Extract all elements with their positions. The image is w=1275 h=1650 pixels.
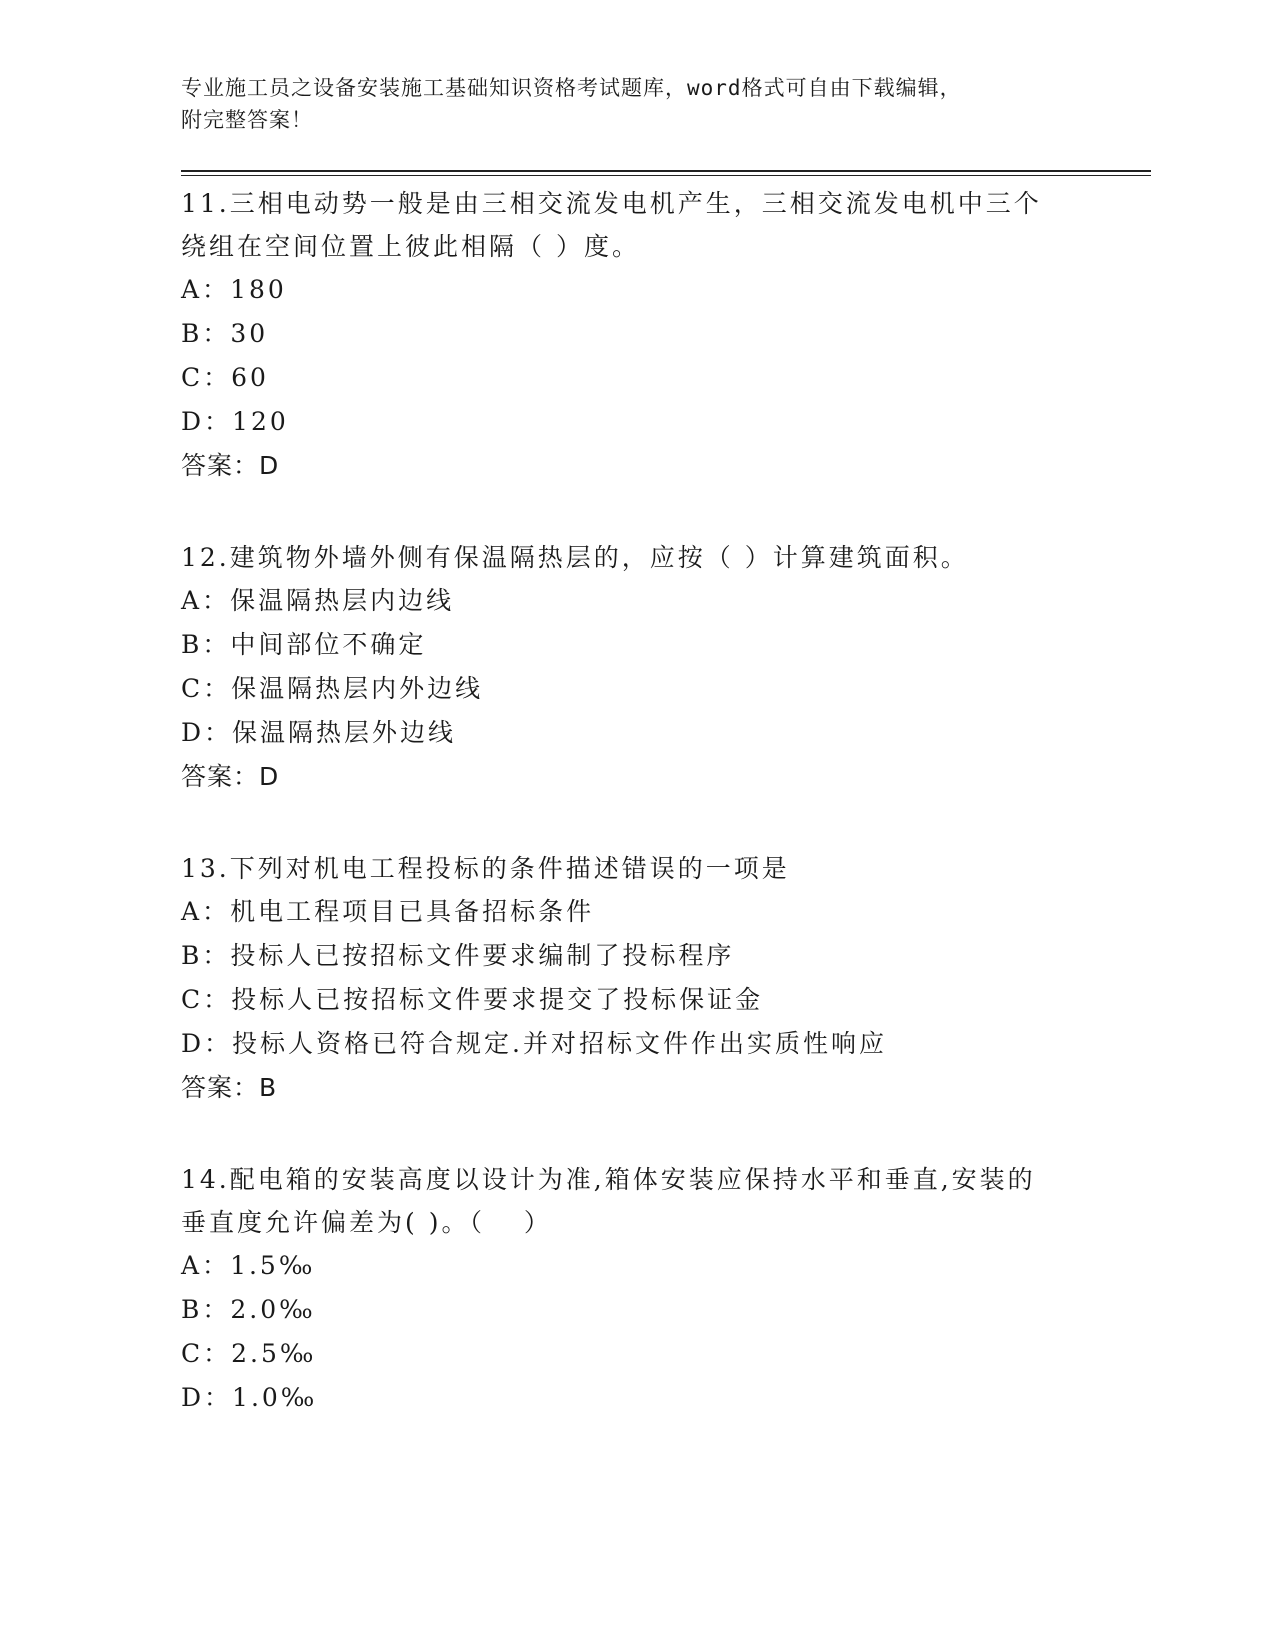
question-13 [181,847,1161,1110]
option-a [181,890,1161,934]
spacer [181,799,1161,841]
option-key: B： [181,319,231,348]
option-key: B： [181,941,231,970]
spacer [181,488,1161,530]
answer-line: 答案：B [181,1073,278,1102]
option-text: 60 [231,363,269,392]
answer-line: 答案：D [181,762,280,791]
option-b [181,623,1161,667]
option-text: 保温隔热层内边线 [230,586,455,615]
option-text: 投标人已按招标文件要求提交了投标保证金 [231,985,764,1014]
option-a [181,268,1161,312]
header-divider [181,170,1151,176]
question-text: 11.三相电动势一般是由三相交流发电机产生，三相交流发电机中三个绕组在空间位置上彼此相隔（ ）度。 [181,189,1042,261]
option-a [181,1244,1161,1288]
document-page [181,72,1161,1420]
option-d [181,711,1161,755]
option-text: 机电工程项目已具备招标条件 [230,897,595,926]
header-line-2: 附完整答案！ [181,108,313,132]
header-line-1: 专业施工员之设备安装施工基础知识资格考试题库，word格式可自由下载编辑， [181,76,962,100]
option-text: 保温隔热层外边线 [232,718,457,747]
option-d [181,1376,1161,1420]
option-d [181,1022,1161,1066]
option-key: A： [181,897,231,926]
option-b [181,1288,1161,1332]
option-key: D： [181,718,233,747]
option-c [181,667,1161,711]
option-text: 180 [230,275,287,304]
option-c [181,1332,1161,1376]
option-text: 中间部位不确定 [230,630,427,659]
question-14 [181,1158,1161,1420]
option-key: B： [181,630,231,659]
option-text: 2.0‰ [230,1295,316,1324]
option-b [181,312,1161,356]
question-12 [181,536,1161,799]
document-header [181,72,1061,136]
question-11 [181,182,1161,488]
option-key: B： [181,1295,231,1324]
option-c [181,356,1161,400]
spacer [181,1110,1161,1152]
question-text: 12.建筑物外墙外侧有保温隔热层的，应按（ ）计算建筑面积。 [181,543,969,572]
option-text: 1.0‰ [232,1383,318,1412]
option-key: C： [181,363,232,392]
option-key: C： [181,985,232,1014]
option-b [181,934,1161,978]
answer-line: 答案：D [181,451,280,480]
option-c [181,978,1161,1022]
option-text: 保温隔热层内外边线 [231,674,484,703]
question-text: 14.配电箱的安装高度以设计为准,箱体安装应保持水平和垂直,安装的垂直度允许偏差为( )。（ ） [181,1165,1036,1237]
option-text: 1.5‰ [230,1251,316,1280]
option-text: 120 [232,407,289,436]
option-text: 30 [230,319,269,348]
option-key: D： [181,1029,233,1058]
option-key: D： [181,407,233,436]
question-text: 13.下列对机电工程投标的条件描述错误的一项是 [181,854,790,883]
option-text: 投标人已按招标文件要求编制了投标程序 [230,941,735,970]
option-key: A： [181,586,231,615]
option-key: D： [181,1383,233,1412]
option-key: C： [181,1339,232,1368]
option-key: C： [181,674,232,703]
option-d [181,400,1161,444]
option-text: 投标人资格已符合规定.并对招标文件作出实质性响应 [232,1029,887,1058]
option-a [181,579,1161,623]
option-key: A： [181,275,231,304]
option-text: 2.5‰ [231,1339,317,1368]
option-key: A： [181,1251,231,1280]
